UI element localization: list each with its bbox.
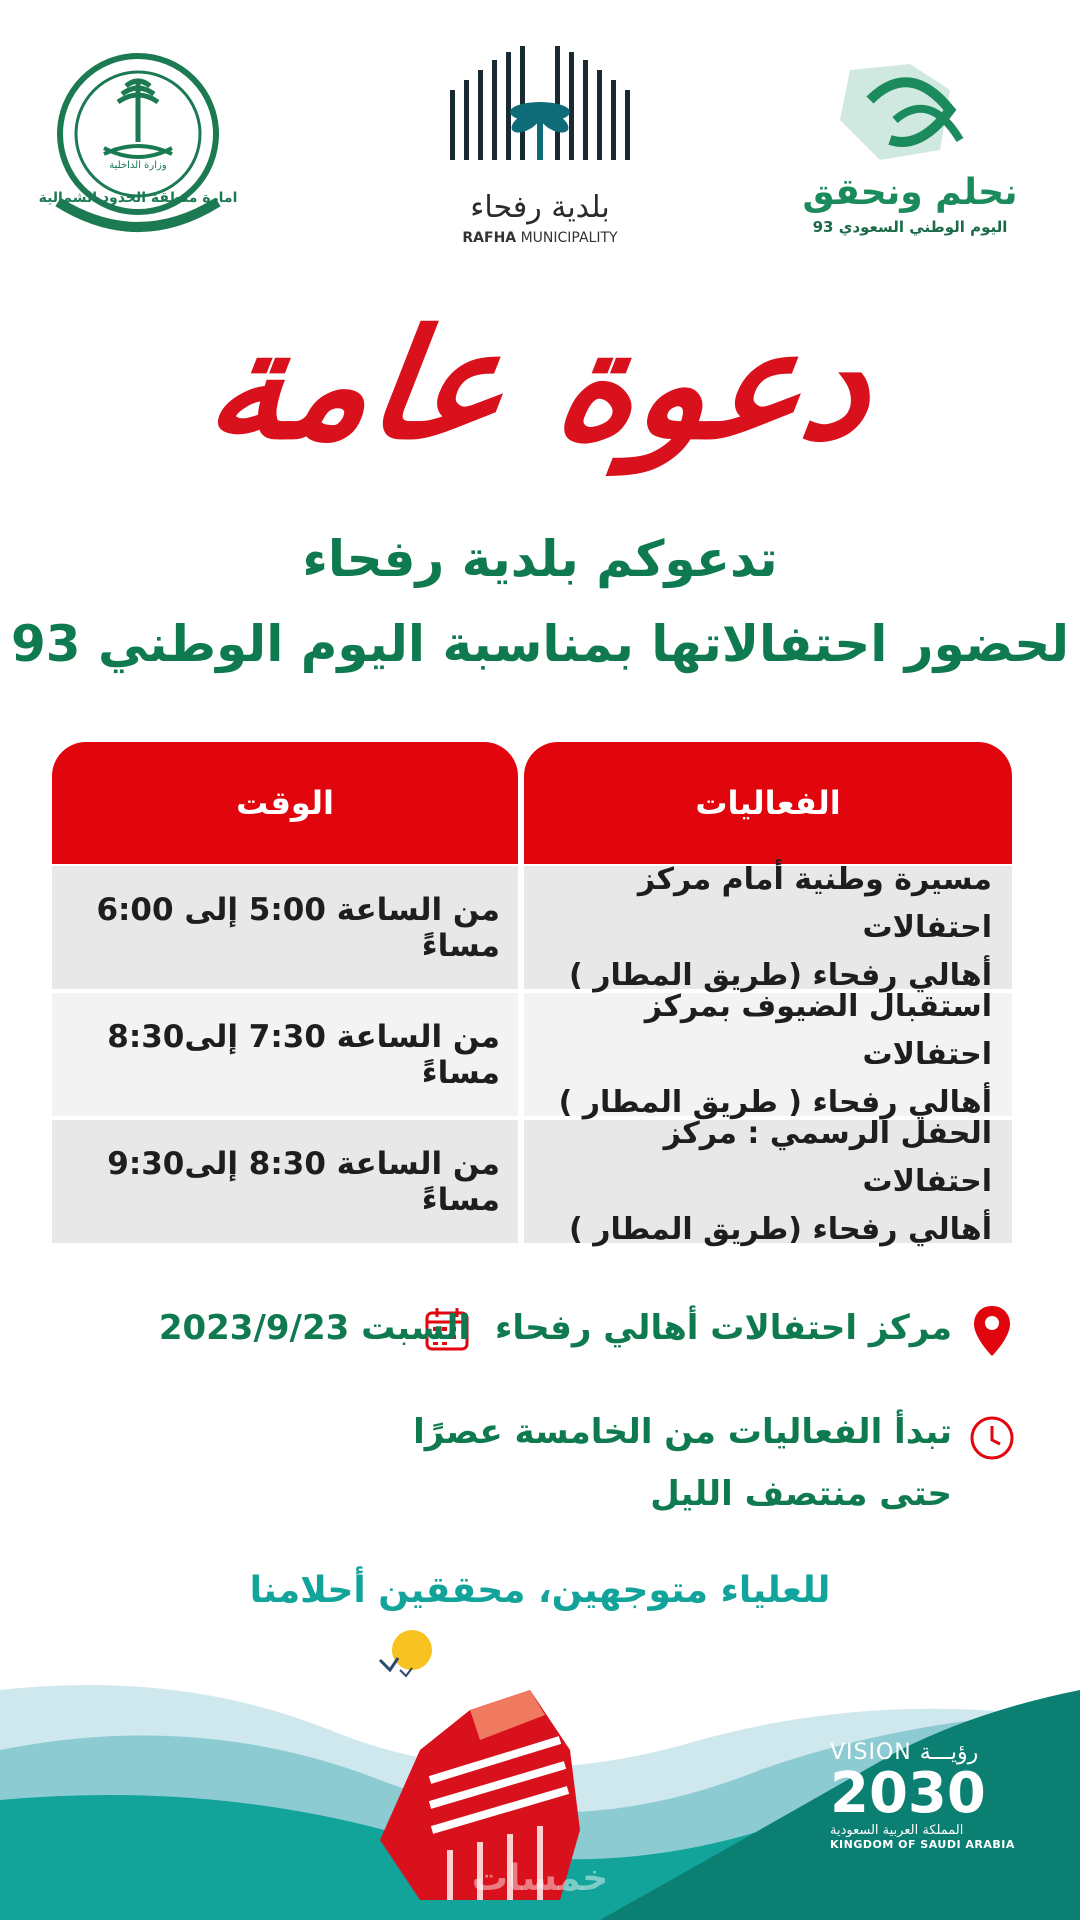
event-line-1: استقبال الضيوف بمركز احتفالات	[644, 988, 992, 1072]
events-table	[52, 742, 1012, 1247]
event-cell	[524, 988, 1012, 1120]
table-row	[52, 1115, 1012, 1247]
vision-word-en: VISION	[830, 1740, 912, 1765]
subtitle-line-1: تدعوكم بلدية رفحاء	[302, 530, 778, 588]
event-line-1: الحفل الرسمي : مركز احتفالات	[663, 1115, 992, 1199]
invitation-title	[0, 270, 1080, 500]
vision-kingdom-en: KINGDOM OF SAUDI ARABIA	[830, 1838, 1015, 1851]
time-cell: من الساعة 5:00 إلى 6:00 مساءً	[52, 866, 518, 989]
vision-kingdom-ar: المملكة العربية السعودية	[830, 1823, 964, 1838]
vision-2030-logo	[830, 1740, 1020, 1870]
event-line-2: أهالي رفحاء (طريق المطار )	[569, 1211, 992, 1247]
national-day-logo	[800, 50, 1020, 240]
header-time: الوقت	[52, 742, 518, 864]
slogan-text: للعلياء متوجهين، محققين أحلامنا	[249, 1570, 831, 1611]
municipality-name-en-bold: RAFHA	[462, 230, 517, 246]
time-cell: من الساعة 7:30 إلى8:30 مساءً	[52, 993, 518, 1116]
time-cell: من الساعة 8:30 إلى9:30 مساءً	[52, 1120, 518, 1243]
rafha-municipality-logo	[430, 40, 650, 250]
emblem-caption: امارة منطقة الحدود الشمالية	[38, 190, 238, 206]
location-pin-icon	[972, 1304, 1012, 1358]
national-day-slogan: نحلم ونحقق	[802, 172, 1018, 213]
table-row	[52, 861, 1012, 993]
subtitle-line-2: لحضور احتفالاتها بمناسبة اليوم الوطني 93	[10, 615, 1070, 673]
emirate-emblem-logo	[38, 42, 238, 242]
invitation-title-text: دعوة عامة	[197, 297, 883, 473]
header-events: الفعاليات	[524, 742, 1012, 864]
vision-word-ar: رؤيـــة	[919, 1740, 979, 1765]
national-day-subtitle: اليوم الوطني السعودي 93	[812, 218, 1008, 236]
event-cell	[524, 861, 1012, 993]
table-row	[52, 988, 1012, 1120]
watermark: خمسات	[471, 1858, 609, 1899]
start-time-line-1: تبدأ الفعاليات من الخامسة عصرًا	[413, 1412, 952, 1452]
clock-icon	[968, 1414, 1016, 1462]
event-cell	[524, 1115, 1012, 1247]
date-text: السبت 2023/9/23	[158, 1308, 470, 1348]
municipality-name-en: MUNICIPALITY	[516, 230, 618, 246]
emblem-inner-text: وزارة الداخلية	[109, 160, 167, 171]
event-line-1: مسيرة وطنية أمام مركز احتفالات	[637, 861, 992, 945]
event-line-2: أهالي رفحاء ( طريق المطار )	[558, 1084, 992, 1120]
location-text: مركز احتفالات أهالي رفحاء	[494, 1308, 952, 1348]
vision-year: 2030	[830, 1761, 986, 1826]
start-time-line-2: حتى منتصف الليل	[650, 1474, 952, 1514]
event-line-2: أهالي رفحاء (طريق المطار )	[569, 957, 992, 993]
municipality-name-ar: بلدية رفحاء	[470, 190, 610, 225]
